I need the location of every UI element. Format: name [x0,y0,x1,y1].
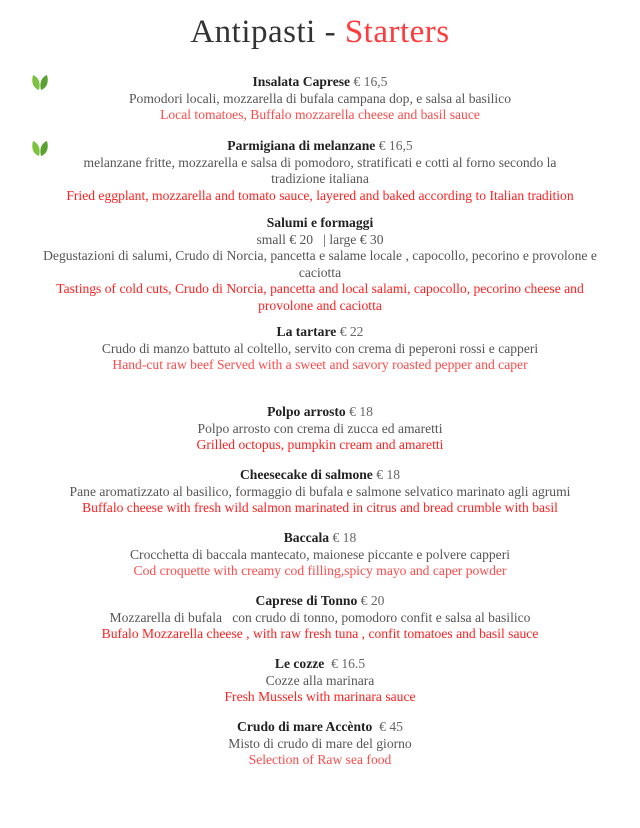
menu-item-tartare [20,324,620,374]
item-name: Parmigiana di melanzane [227,138,376,153]
item-description: Pomodori locali, mozzarella di bufala campana dop, e salsa al basilico [129,90,511,106]
item-price: € 18 [376,467,401,482]
item-name: La tartare [276,324,337,339]
item-description: Misto di crudo di mare del giorno [228,735,412,751]
menu-item-baccala [20,530,620,580]
item-price: € 20 [360,593,385,608]
item-description: Degustazioni di salumi, Crudo di Norcia, pancetta e salame locale , capocollo, pecorino e provolone e caciotta [43,248,597,280]
item-english: Cod croquette with creamy cod filling,spicy mayo and caper powder [133,563,507,578]
item-name: Insalata Caprese [252,74,351,89]
item-english: Selection of Raw sea food [248,752,392,767]
menu-item-parmigiana [30,138,610,204]
item-name: Baccala [283,530,330,545]
item-description: Polpo arrosto con crema di zucca ed amaretti [197,420,443,436]
menu-item-cozze [20,656,620,706]
menu-item-polpo-arrosto [20,404,620,454]
item-english: Tastings of cold cuts, Crudo di Norcia, pancetta and local salami, capocollo, pecorino cheese and provolone and caciotta [56,281,584,313]
menu-item-caprese-tonno [20,593,620,643]
item-description: Mozzarella di bufala con crudo di tonno, pomodoro confit e salsa al basilico [109,609,531,625]
item-english: Bufalo Mozzarella cheese , with raw fresh tuna , confit tomatoes and basil sauce [101,626,539,641]
item-name: Polpo arrosto [267,404,346,419]
item-price: € 16,5 [353,74,388,89]
item-english: Grilled octopus, pumpkin cream and amaretti [196,437,444,452]
item-price: € 16.5 [324,656,366,671]
item-description: melanzane fritte, mozzarella e salsa di pomodoro, stratificati e cotti al forno secondo la tradizione italiana [83,154,557,186]
menu-item-crudo-di-mare [20,719,620,769]
item-price: € 22 [339,324,364,339]
item-description: Pane aromatizzato al basilico, formaggio di bufala e salmone selvatico marinato agli agrumi [69,483,571,499]
item-name: Crudo di mare Accènto [237,719,373,734]
item-sizes: small € 20 | large € 30 [256,231,384,247]
item-name: Caprese di Tonno [255,593,358,608]
menu-item-salumi-formaggi [20,215,620,314]
item-english: Hand-cut raw beef Served with a sweet and savory roasted pepper and caper [112,357,528,372]
item-price: € 18 [332,530,357,545]
item-english: Fresh Mussels with marinara sauce [224,689,416,704]
title-italian: Antipasti - [190,14,337,50]
page-title [0,14,640,51]
item-price: € 16,5 [378,138,413,153]
item-price: € 45 [372,719,403,734]
item-name: Le cozze [274,656,325,671]
item-name: Cheesecake di salmone [239,467,373,482]
item-price: € 18 [349,404,373,419]
item-english: Local tomatoes, Buffalo mozzarella cheese and basil sauce [160,107,480,122]
item-english: Fried eggplant, mozzarella and tomato sauce, layered and baked according to Italian tradition [66,187,574,203]
item-description: Crudo di manzo battuto al coltello, servito con crema di peperoni rossi e capperi [101,340,539,356]
item-name: Salumi e formaggi [266,215,374,230]
item-description: Crocchetta di baccala mantecato, maionese piccante e polvere capperi [129,546,511,562]
title-english: Starters [344,14,450,50]
item-english: Buffalo cheese with fresh wild salmon marinated in citrus and bread crumble with basil [82,500,558,515]
menu-item-cheesecake-salmone [0,467,640,517]
item-description: Cozze alla marinara [265,672,375,688]
menu-item-insalata-caprese [20,74,620,124]
